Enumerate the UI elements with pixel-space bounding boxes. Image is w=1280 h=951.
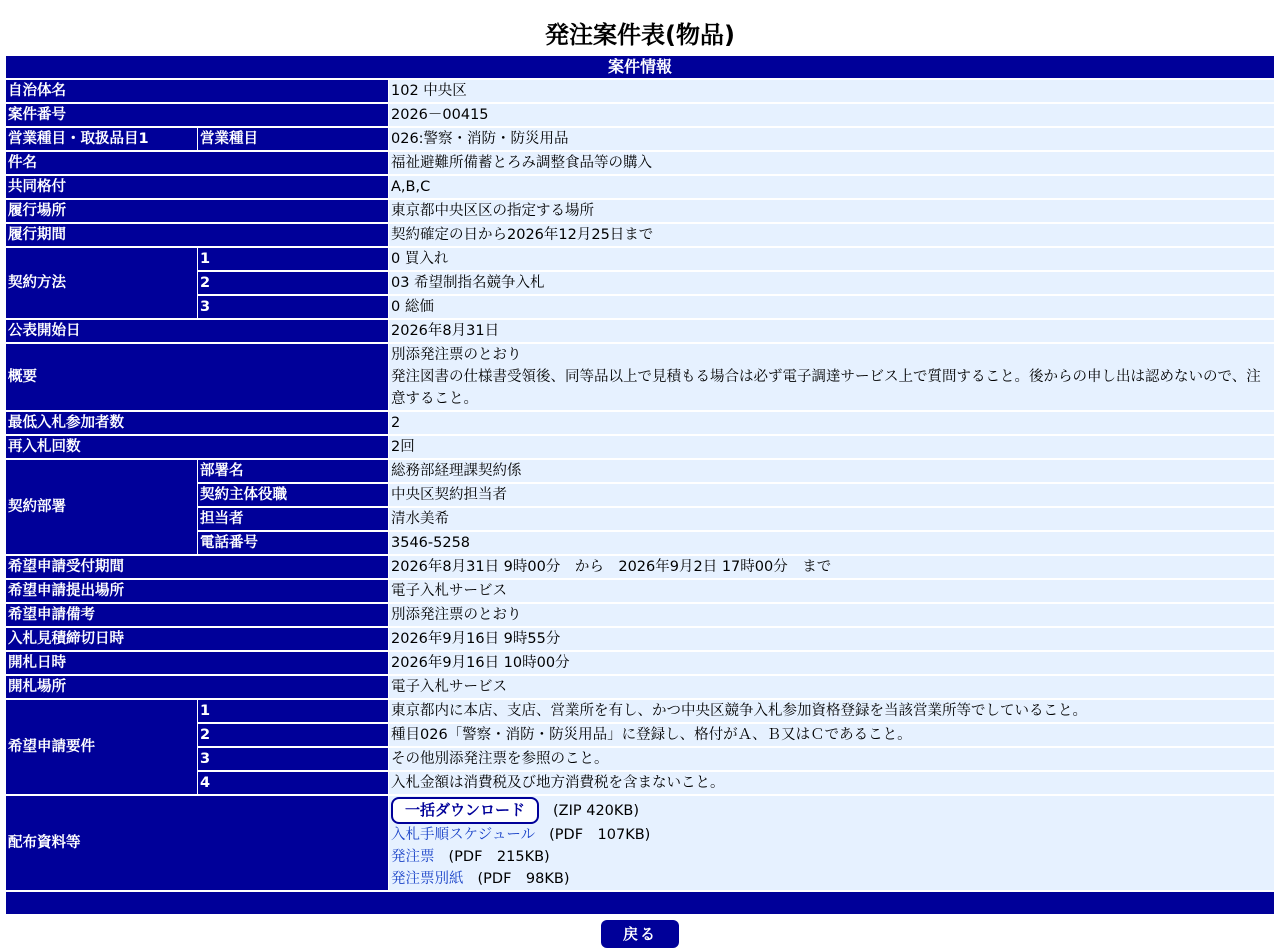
footer-bar-row (6, 892, 1274, 914)
row-value: 清水美希 (388, 508, 1274, 530)
row-value: 2026年9月16日 10時00分 (388, 652, 1274, 674)
table-row (6, 772, 1274, 794)
row-label: 希望申請備考 (6, 604, 388, 626)
section-header-row (6, 56, 1274, 78)
table-row (6, 152, 1274, 174)
page-title: 発注案件表(物品) (545, 21, 735, 49)
row-value: その他別添発注票を参照のこと。 (388, 748, 1274, 770)
documents-cell (388, 796, 1274, 890)
row-sublabel: 4 (197, 772, 388, 794)
row-label: 希望申請受付期間 (6, 556, 388, 578)
row-label: 履行場所 (6, 200, 388, 222)
row-value: 東京都中央区区の指定する場所 (388, 200, 1274, 222)
row-value: 中央区契約担当者 (388, 484, 1274, 506)
table-row (6, 344, 1274, 410)
row-value: 総務部経理課契約係 (388, 460, 1274, 482)
row-sublabel: 2 (197, 724, 388, 746)
table-row (6, 176, 1274, 198)
row-label: 入札見積締切日時 (6, 628, 388, 650)
row-value: 2026年8月31日 (388, 320, 1274, 342)
row-sublabel: 部署名 (197, 460, 388, 482)
row-label: 共同格付 (6, 176, 388, 198)
row-label: 配布資料等 (6, 796, 388, 890)
row-sublabel: 電話番号 (197, 532, 388, 554)
file-link-order-attachment[interactable]: 発注票別紙 (391, 871, 464, 887)
row-value: 2026－00415 (388, 104, 1274, 126)
row-value: 2 (388, 412, 1274, 434)
row-value: 別添発注票のとおり (388, 604, 1274, 626)
row-value: 電子入札サービス (388, 580, 1274, 602)
file-size: (PDF 98KB) (477, 871, 570, 887)
row-value: 102 中央区 (388, 80, 1274, 102)
file-item (391, 824, 1272, 846)
row-label: 履行期間 (6, 224, 388, 246)
row-value: 種目026「警察・消防・防災用品」に登録し、格付がＡ、Ｂ又はＣであること。 (388, 724, 1274, 746)
row-sublabel: 3 (197, 748, 388, 770)
bulk-download-button[interactable]: 一括ダウンロード (391, 797, 539, 824)
row-value: 福祉避難所備蓄とろみ調整食品等の購入 (388, 152, 1274, 174)
file-size: (PDF 107KB) (549, 827, 651, 843)
table-row (6, 700, 1274, 722)
table-row (6, 532, 1274, 554)
file-size: (ZIP 420KB) (553, 803, 640, 819)
row-sublabel: 2 (197, 272, 388, 294)
table-row (6, 248, 1274, 270)
file-size: (PDF 215KB) (448, 849, 550, 865)
file-link-schedule[interactable]: 入札手順スケジュール (391, 827, 536, 843)
download-line (391, 796, 1272, 824)
row-sublabel: 1 (197, 700, 388, 722)
table-row (6, 676, 1274, 698)
row-label: 希望申請要件 (6, 700, 197, 794)
row-label: 自治体名 (6, 80, 388, 102)
table-row (6, 748, 1274, 770)
row-value: 026:警察・消防・防災用品 (388, 128, 1274, 150)
row-sublabel: 1 (197, 248, 388, 270)
row-label: 再入札回数 (6, 436, 388, 458)
row-sublabel: 営業種目 (197, 128, 388, 150)
row-value: 東京都内に本店、支店、営業所を有し、かつ中央区競争入札参加資格登録を当該営業所等でしていること。 (388, 700, 1274, 722)
table-row (6, 272, 1274, 294)
row-label: 希望申請提出場所 (6, 580, 388, 602)
row-value: 電子入札サービス (388, 676, 1274, 698)
table-row (6, 436, 1274, 458)
table-row (6, 604, 1274, 626)
row-value: 2026年8月31日 9時00分 から 2026年9月2日 17時00分 まで (388, 556, 1274, 578)
row-label: 最低入札参加者数 (6, 412, 388, 434)
row-value: 入札金額は消費税及び地方消費税を含まないこと。 (388, 772, 1274, 794)
row-value: 0 総価 (388, 296, 1274, 318)
table-row (6, 200, 1274, 222)
row-value: A,B,C (388, 176, 1274, 198)
row-label: 契約部署 (6, 460, 197, 554)
row-label: 営業種目・取扱品目1 (6, 128, 197, 150)
table-row (6, 80, 1274, 102)
footer-bar (6, 892, 1274, 914)
row-sublabel: 3 (197, 296, 388, 318)
table-row (6, 484, 1274, 506)
table-row (6, 224, 1274, 246)
table-row (6, 104, 1274, 126)
row-label: 開札日時 (6, 652, 388, 674)
row-label: 案件番号 (6, 104, 388, 126)
table-row (6, 580, 1274, 602)
row-label: 概要 (6, 344, 388, 410)
file-item (391, 868, 1272, 890)
table-row (6, 628, 1274, 650)
section-header: 案件情報 (6, 56, 1274, 78)
table-row (6, 652, 1274, 674)
row-value: 契約確定の日から2026年12月25日まで (388, 224, 1274, 246)
row-label: 開札場所 (6, 676, 388, 698)
summary-line: 別添発注票のとおり (391, 347, 522, 363)
row-value: 0 買入れ (388, 248, 1274, 270)
file-item (391, 846, 1272, 868)
table-row (6, 296, 1274, 318)
row-value: 2026年9月16日 9時55分 (388, 628, 1274, 650)
table-row (6, 796, 1274, 890)
table-row (6, 460, 1274, 482)
row-sublabel: 担当者 (197, 508, 388, 530)
table-row (6, 412, 1274, 434)
row-value: 03 希望制指名競争入札 (388, 272, 1274, 294)
table-row (6, 508, 1274, 530)
table-row (6, 320, 1274, 342)
row-value (388, 344, 1274, 410)
summary-line: 発注図書の仕様書受領後、同等品以上で見積もる場合は必ず電子調達サービス上で質問すること。後からの申し出は認めないので、注意すること。 (391, 369, 1261, 407)
table-row (6, 128, 1274, 150)
row-label: 公表開始日 (6, 320, 388, 342)
table-row (6, 556, 1274, 578)
file-link-order-form[interactable]: 発注票 (391, 849, 435, 865)
row-value: 2回 (388, 436, 1274, 458)
row-value: 3546-5258 (388, 532, 1274, 554)
case-info-table (6, 54, 1274, 916)
table-row (6, 724, 1274, 746)
row-sublabel: 契約主体役職 (197, 484, 388, 506)
back-button[interactable]: 戻る (601, 920, 679, 948)
row-label: 契約方法 (6, 248, 197, 318)
row-label: 件名 (6, 152, 388, 174)
